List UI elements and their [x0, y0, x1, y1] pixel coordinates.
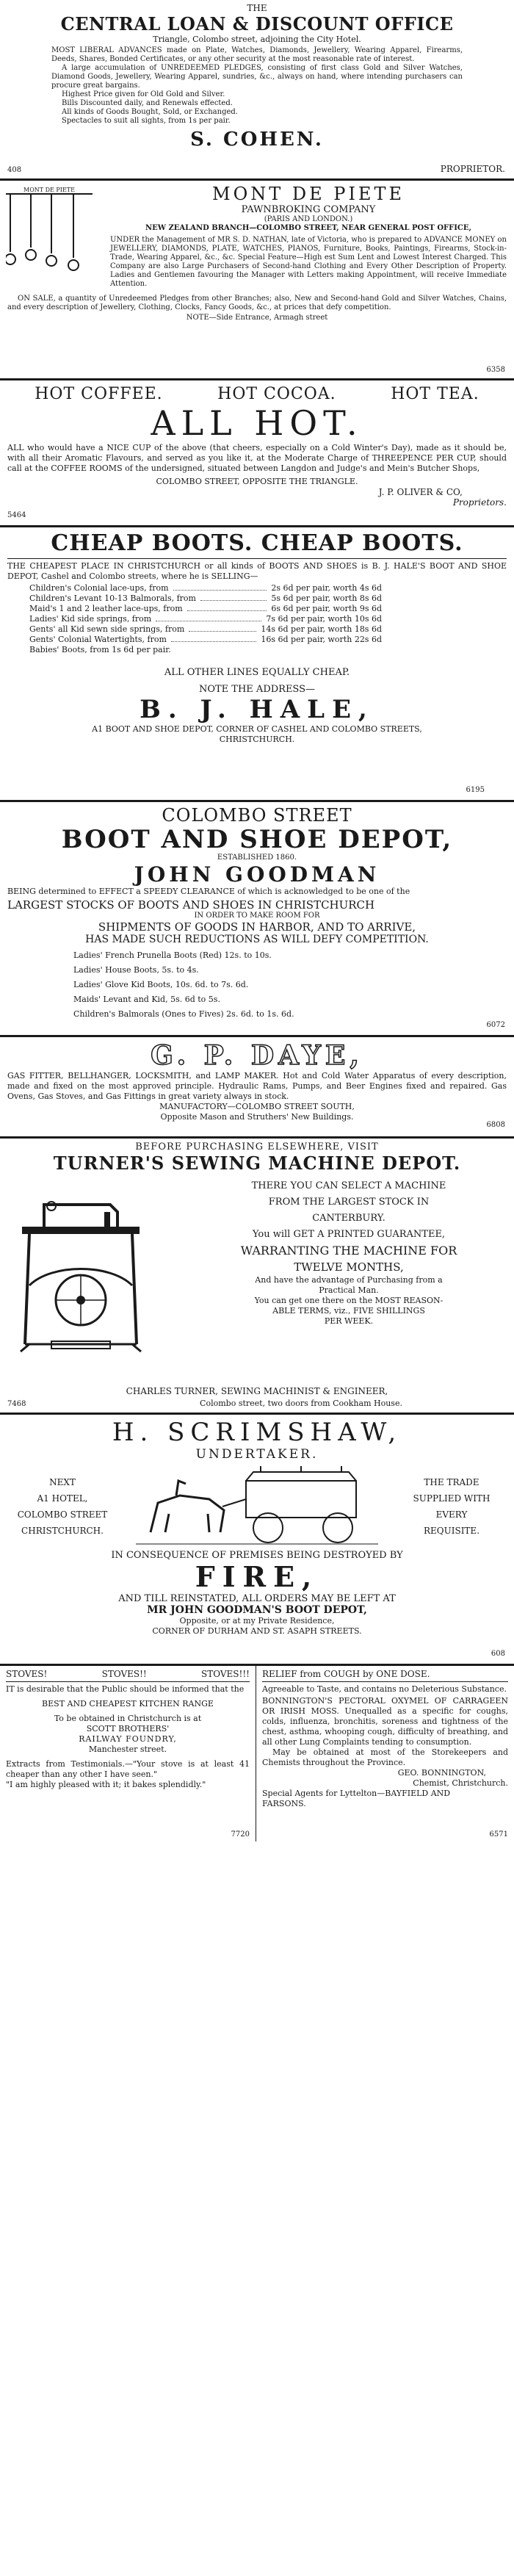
ad5-shipments: SHIPMENTS OF GOODS IN HARBOR, AND TO ARRIVE,	[98, 920, 416, 934]
ad4-title: CHEAP BOOTS. CHEAP BOOTS.	[51, 530, 463, 556]
ad5-reductions: HAS MADE SUCH REDUCTIONS AS WILL DEFY COMPETITION.	[85, 934, 429, 945]
ad1-number: 408	[7, 166, 22, 174]
ad2-body: UNDER the Management of MR S. D. NATHAN, late of Victoria, who is prepared to ADVANCE MONEY on JEWELLERY, DIAMONDS, PLATE, WATCHES, PIANOS, Furniture, Books, Paintings, Firearms, Stock-in-Trade, Wearing Apparel, &c., &c. Special Feature—High est Sum Lent and Lowest Interest Charged. This Company are also Large Purchasers of Second-hand Clothing and Every Other Description of Property. Ladies and Gentlemen favouring the Manager with Letters making Appointment, will receive Immediate Attention.	[110, 236, 507, 288]
ad9-range: BEST AND CHEAPEST KITCHEN RANGE	[42, 1699, 214, 1709]
ad-goodman-boots	[0, 802, 514, 1037]
ad1-body-2: Highest Price given for Old Gold and Silver.	[62, 90, 225, 98]
ad9-scott: SCOTT BROTHERS'	[86, 1724, 170, 1733]
ad2-number: 6358	[486, 366, 505, 374]
ad2-branch: NEW ZEALAND BRANCH—COLOMBO STREET, NEAR GENERAL POST OFFICE,	[145, 224, 471, 232]
ad9-number: 7720	[231, 1830, 250, 1839]
ad7-lines	[191, 1178, 507, 1327]
ad4-item-row	[29, 583, 382, 594]
pawn-sign-label: MONT DE PIETE	[6, 187, 93, 195]
ad4-item: Maid's 1 and 2 leather lace-ups, from	[29, 604, 183, 613]
ad1-body	[7, 45, 507, 126]
ad1-the: THE	[247, 3, 267, 13]
ad9-street: Manchester street.	[88, 1745, 167, 1754]
ad4-number: 6195	[466, 786, 485, 794]
ad4-item-row	[29, 594, 382, 604]
ad8-opposite: Opposite, or at my Private Residence,	[179, 1616, 335, 1626]
ad9-stoves	[6, 1669, 250, 1679]
ad8-corner: CORNER OF DURHAM AND ST. ASAPH STREETS.	[152, 1626, 362, 1636]
ad10-city: Chemist, Christchurch.	[413, 1778, 508, 1788]
ad1-name: S. COHEN.	[190, 129, 324, 151]
ad3-number: 5464	[7, 511, 26, 519]
ad9-stove: STOVES!	[6, 1669, 48, 1679]
ad1-body-0: MOST LIBERAL ADVANCES made on Plate, Watches, Diamonds, Jewellery, Wearing Apparel, Firearms, Deeds, Shares, Bonded Certificates, or any other security at the most reasonable rate of interest.	[51, 46, 463, 63]
ad8-depot: MR JOHN GOODMAN'S BOOT DEPOT,	[147, 1604, 367, 1616]
ad7-line: You can get one there on the MOST REASON-	[254, 1296, 444, 1305]
ad4-item: Children's Colonial lace-ups, from	[29, 583, 169, 593]
ad7-line: PER WEEK.	[324, 1316, 374, 1326]
ad8-left-line: NEXT	[49, 1477, 76, 1487]
ad9-stove: STOVES!!!	[201, 1669, 250, 1679]
ad10-number: 6571	[489, 1830, 508, 1839]
ad9-extracts: Extracts from Testimonials.—"Your stove is at least 41 cheaper than any other I have seen."	[6, 1759, 250, 1779]
ad4-intro: THE CHEAPEST PLACE IN CHRISTCHURCH or all kinds of BOOTS AND SHOES is B. J. HALE'S BOOT AND SHOE DEPOT, Cashel and Colombo streets, where he is SELLING—	[7, 561, 507, 581]
ad4-item: Ladies' Kid side springs, from	[29, 614, 152, 624]
ad7-name: CHARLES TURNER, SEWING MACHINIST & ENGINEER,	[126, 1386, 388, 1396]
ad4-price: 16s 6d per pair, worth 22s 6d	[261, 635, 382, 644]
ad8-number: 608	[491, 1650, 505, 1658]
ad8-left-line: A1 HOTEL,	[37, 1493, 88, 1504]
ad8-name: H. SCRIMSHAW,	[112, 1418, 402, 1447]
ad5-body1: BEING determined to EFFECT a SPEEDY CLEARANCE of which is acknowledged to be one of the	[7, 887, 410, 896]
ad1-proprietor: PROPRIETOR.	[440, 164, 505, 174]
ad8-undertaker: UNDERTAKER.	[195, 1447, 319, 1462]
ad2-note: NOTE—Side Entrance, Armagh street	[186, 314, 328, 322]
ad9-intro: IT is desirable that the Public should be informed that the	[6, 1684, 245, 1694]
ad4-item: Gents' Colonial Watertights, from	[29, 635, 167, 644]
ad-turner-sewing	[0, 1139, 514, 1415]
ad-cough	[256, 1666, 514, 1841]
pawn-balls-icon	[6, 195, 93, 271]
ad7-line: You will GET A PRINTED GUARANTEE,	[252, 1229, 446, 1240]
ad8-right-line: SUPPLIED WITH	[413, 1493, 491, 1504]
ad7-before: BEFORE PURCHASING ELSEWHERE, VISIT	[135, 1141, 379, 1152]
ad4-price: 5s 6d per pair, worth 8s 6d	[271, 594, 382, 603]
ad1-body-5: Spectacles to suit all sights, from 1s per pair.	[62, 117, 231, 125]
ad4-price: 2s 6d per pair, worth 4s 6d	[271, 583, 382, 593]
ad10-rule	[262, 1681, 508, 1682]
ad8-left	[7, 1474, 117, 1539]
ad4-price: 14s 6d per pair, worth 18s 6d	[261, 624, 382, 634]
ad5-number: 6072	[486, 1021, 505, 1029]
ad7-address: Colombo street, two doors from Cookham House.	[200, 1399, 402, 1408]
ad3-top-row	[7, 385, 507, 403]
ad5-established: ESTABLISHED 1860.	[217, 854, 297, 862]
ad8-middle	[7, 1466, 507, 1547]
ad-stoves	[0, 1666, 256, 1841]
ad3-address: COLOMBO STREET, OPPOSITE THE TRIANGLE.	[156, 477, 358, 486]
ad1-address: Triangle, Colombo street, adjoining the City Hotel.	[153, 35, 361, 44]
ad10-agents: Special Agents for Lyttelton—BAYFIELD AND FARSONS.	[262, 1789, 451, 1808]
ad-central-loan	[0, 0, 514, 181]
ad7-line: THERE YOU CAN SELECT A MACHINE	[251, 1180, 446, 1191]
ad1-title: CENTRAL LOAN & DISCOUNT OFFICE	[60, 13, 454, 35]
sewing-machine-icon	[7, 1197, 154, 1366]
ad-daye	[0, 1037, 514, 1139]
ad4-rule	[7, 558, 507, 559]
ad3-name: J. P. OLIVER & CO,	[378, 487, 463, 497]
ad10-agreeable: Agreeable to Taste, and contains no Deleterious Substance.	[262, 1684, 507, 1694]
ad8-consequence: IN CONSEQUENCE OF PREMISES BEING DESTROYED BY	[111, 1550, 403, 1561]
ad3-top-2: HOT TEA.	[391, 385, 479, 403]
ad-scrimshaw	[0, 1415, 514, 1666]
ad5-title: BOOT AND SHOE DEPOT,	[61, 825, 453, 854]
ad4-item-row	[29, 635, 382, 645]
ad3-proprietors: Proprietors.	[452, 497, 507, 508]
ad-cheap-boots	[0, 527, 514, 802]
ad9-pleased: "I am highly pleased with it; it bakes splendidly."	[6, 1780, 206, 1789]
ad4-item-row	[29, 604, 382, 614]
ad8-left-line: COLOMBO STREET	[17, 1509, 108, 1520]
ad7-line: CANTERBURY.	[312, 1213, 386, 1224]
ad10-body: BONNINGTON'S PECTORAL OXYMEL OF CARRAGEEN OR IRISH MOSS. Unequalled as a specific for coughs, colds, influenza, bronchitis, soreness and tightness of the chest, asthma, whooping cough, difficulty of breathing, and all other Lung Complaints tending to consumption.	[262, 1696, 508, 1747]
ad4-babies: Babies' Boots, from 1s 6d per pair.	[29, 645, 171, 654]
ad7-line: WARRANTING THE MACHINE FOR	[240, 1244, 457, 1258]
ad2-places: (PARIS AND LONDON.)	[264, 215, 353, 223]
ad10-obtained: May be obtained at most of the Storekeepers and Chemists throughout the Province.	[262, 1747, 508, 1767]
ad4-price: 7s 6d per pair, worth 10s 6d	[266, 614, 382, 624]
ad2-title: MONT DE PIETE	[212, 184, 405, 204]
ad3-body: ALL who would have a NICE CUP of the above (that cheers, especially on a Cold Winter's Day), made as it should be, with all their Aromatic Flavours, and served as you like it, at the Moderate Charge of THREEPENCE PER CUP, should call at the COFFEE ROOMS of the undersigned, situated between Langdon and Judge's and Mein's Butcher Shops,	[7, 443, 507, 473]
ad-mont-de-piete	[0, 181, 514, 380]
ad4-address: A1 BOOT AND SHOE DEPOT, CORNER OF CASHEL AND COLOMBO STREETS,	[92, 724, 422, 734]
ad8-left-line: CHRISTCHURCH.	[21, 1526, 104, 1536]
ad4-price-list	[7, 583, 507, 655]
ad6-number: 6808	[486, 1121, 505, 1129]
ad6-body: GAS FITTER, BELLHANGER, LOCKSMITH, and LAMP MAKER. Hot and Cold Water Apparatus of every description, made and fixed on the most approved principle. Hydraulic Rams, Pumps, and Beer Engines fixed and repaired. Gas Ovens, Gas Stoves, and Gas Fittings in great variety always in stock.	[7, 1071, 507, 1101]
ad5-item: Ladies' Glove Kid Boots, 10s. 6d. to 7s. 6d.	[73, 980, 249, 989]
ad5-order: IN ORDER TO MAKE ROOM FOR	[194, 912, 320, 920]
ad5-name: JOHN GOODMAN	[134, 862, 380, 887]
ad4-item: Children's Levant 10-13 Balmorals, from	[29, 594, 196, 603]
hearse-icon	[136, 1466, 378, 1547]
ad1-body-4: All kinds of Goods Bought, Sold, or Exchanged.	[62, 108, 238, 116]
bottom-columns	[0, 1666, 514, 1841]
ad8-fire: FIRE,	[195, 1560, 319, 1593]
ad1-body-3: Bills Discounted daily, and Renewals effected.	[62, 99, 233, 107]
ad7-line: FROM THE LARGEST STOCK IN	[268, 1197, 430, 1208]
ad6-title: G. P. DAYE,	[151, 1040, 363, 1071]
ad5-item: Children's Balmorals (Ones to Fives) 2s. 6d. to 1s. 6d.	[73, 1009, 294, 1019]
ad8-right-line: THE TRADE	[424, 1477, 479, 1487]
ad7-line: And have the advantage of Purchasing from a	[255, 1275, 443, 1285]
ad-all-hot	[0, 380, 514, 527]
ad1-body-1: A large accumulation of UNREDEEMED PLEDGES, consisting of first class Gold and Silver Watches, Diamond Goods, Jewellery, Wearing Apparel, sundries, &c., always on hand, where intending purchasers can procure great bargains.	[51, 64, 463, 90]
ad4-name: B. J. HALE,	[140, 695, 374, 724]
ad4-price: 6s 6d per pair, worth 9s 6d	[271, 604, 382, 613]
ad9-foundry: RAILWAY FOUNDRY,	[79, 1734, 177, 1744]
ad7-line: Practical Man.	[319, 1285, 379, 1295]
ad5-street: COLOMBO STREET	[162, 805, 352, 826]
ad3-title: ALL HOT.	[151, 403, 363, 443]
ad4-item: Gents' all Kid sewn side springs, from	[29, 624, 185, 634]
ad4-item-row	[29, 614, 382, 624]
ad5-item: Maids' Levant and Kid, 5s. 6d to 5s.	[73, 995, 220, 1004]
ad5-item: Ladies' French Prunella Boots (Red) 12s. to 10s.	[73, 950, 272, 960]
pawn-sign-icon	[6, 187, 93, 273]
ad8-until: AND TILL REINSTATED, ALL ORDERS MAY BE LEFT AT	[118, 1593, 396, 1604]
ad3-top-0: HOT COFFEE.	[35, 385, 163, 403]
ad2-subtitle: PAWNBROKING COMPANY	[241, 204, 376, 215]
ad7-line: ABLE TERMS, viz., FIVE SHILLINGS	[272, 1306, 425, 1316]
ad8-right-line: REQUISITE.	[423, 1526, 480, 1536]
ad8-right	[397, 1474, 507, 1539]
ad7-line: TWELVE MONTHS,	[294, 1260, 404, 1274]
ad6-opposite: Opposite Mason and Struthers' New Buildings.	[160, 1112, 354, 1122]
ad6-factory: MANUFACTORY—COLOMBO STREET SOUTH,	[159, 1102, 355, 1111]
ad9-rule	[6, 1681, 250, 1682]
ad4-city: CHRISTCHURCH.	[219, 735, 295, 744]
ad7-title: TURNER'S SEWING MACHINE DEPOT.	[53, 1152, 461, 1174]
ad2-sale: ON SALE, a quantity of Unredeemed Pledges from other Branches; also, New and Second-hand Gold and Silver Watches, Chains, and every description of Jewellery, Clothing, Clocks, Fancy Goods, &c., at prices that defy competition.	[7, 295, 507, 311]
ad4-equally: ALL OTHER LINES EQUALLY CHEAP.	[164, 667, 350, 678]
ad4-item-row	[29, 624, 382, 635]
ad7-number: 7468	[7, 1400, 26, 1408]
ad9-stove: STOVES!!	[101, 1669, 147, 1679]
ad5-largest: LARGEST STOCKS OF BOOTS AND SHOES IN CHRISTCHURCH	[7, 898, 375, 912]
ad8-right-line: EVERY	[435, 1509, 468, 1520]
ad10-relief: RELIEF from COUGH by ONE DOSE.	[262, 1669, 430, 1679]
ad4-note: NOTE THE ADDRESS—	[198, 684, 316, 695]
ad10-name: GEO. BONNINGTON,	[397, 1768, 486, 1778]
ad5-list	[7, 948, 507, 1022]
ad9-obtained: To be obtained in Christchurch is at	[54, 1714, 202, 1723]
ad3-top-1: HOT COCOA.	[217, 385, 336, 403]
ad5-item: Ladies' House Boots, 5s. to 4s.	[73, 965, 199, 975]
